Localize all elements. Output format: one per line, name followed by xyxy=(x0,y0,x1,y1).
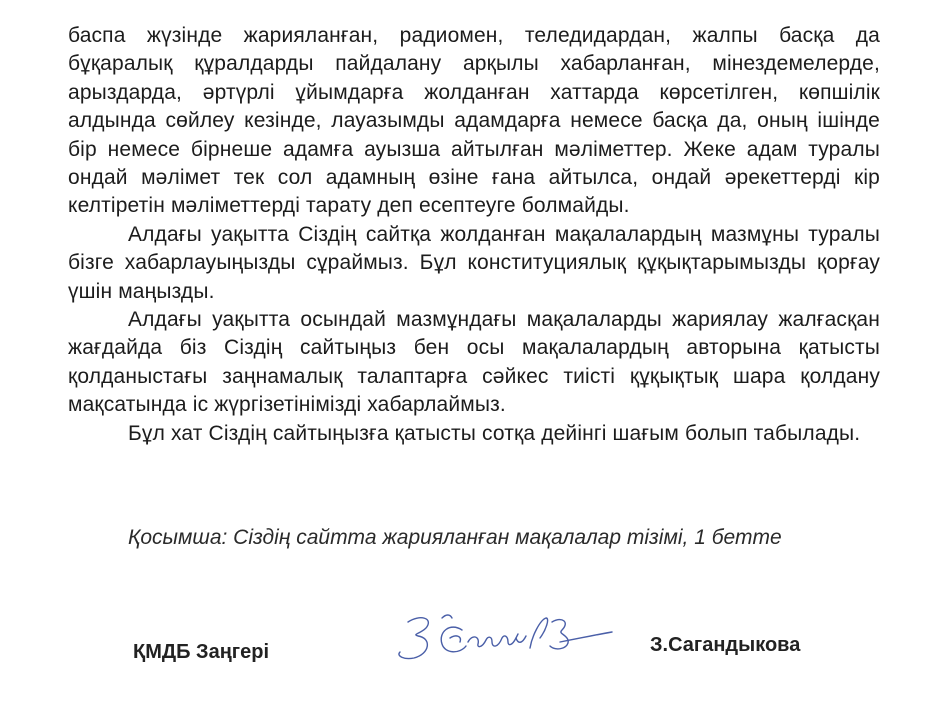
paragraph-3: Алдағы уақытта осындай мазмұндағы мақалаларды жариялау жалғасқан жағдайда біз Сіздің сайтыңыз бен осы мақалалардың авторына қатысты қолданыстағы заңнамалық талаптарға сәйкес тиісті құқықтық шара қолдану мақсатында іс жүргізетінімізді хабарлаймыз. xyxy=(68,308,880,417)
letter-body xyxy=(68,22,880,448)
attachment-note: Қосымша: Сіздің сайтта жарияланған мақалалар тізімі, 1 бетте xyxy=(128,526,782,549)
paragraph-4: Бұл хат Сіздің сайтыңызға қатысты сотқа дейінгі шағым болып табылады. xyxy=(128,421,861,445)
handwritten-signature-icon xyxy=(390,608,620,678)
paragraph-1: баспа жүзінде жарияланған, радиомен, теледидардан, жалпы басқа да бұқаралық құралдарды пайдалану арқылы хабарланған, мінездемелерде, арыздарда, әртүрлі ұйымдарға жолданған хаттарда көрсетілген, көпшілік алдында сөйлеу кезінде, лауазымды адамдарға немесе басқа да, оның ішінде бір немесе бірнеше адамға ауызша айтылған мәліметтер. Жеке адам туралы ондай мәлімет тек сол адамның өзіне ғана айтылса, ондай әрекеттерді кір келтіретін мәліметтерді тарату деп есептеуге болмайды. xyxy=(68,24,880,218)
signatory-name: З.Сагандыкова xyxy=(650,634,801,656)
signatory-title: ҚМДБ Заңгері xyxy=(133,641,270,663)
paragraph-2: Алдағы уақытта Сіздің сайтқа жолданған мақалалардың мазмұны туралы бізге хабарлауыңызды сұраймыз. Бұл конституциялық құқықтарымызды қорғау үшін маңызды. xyxy=(68,222,880,303)
